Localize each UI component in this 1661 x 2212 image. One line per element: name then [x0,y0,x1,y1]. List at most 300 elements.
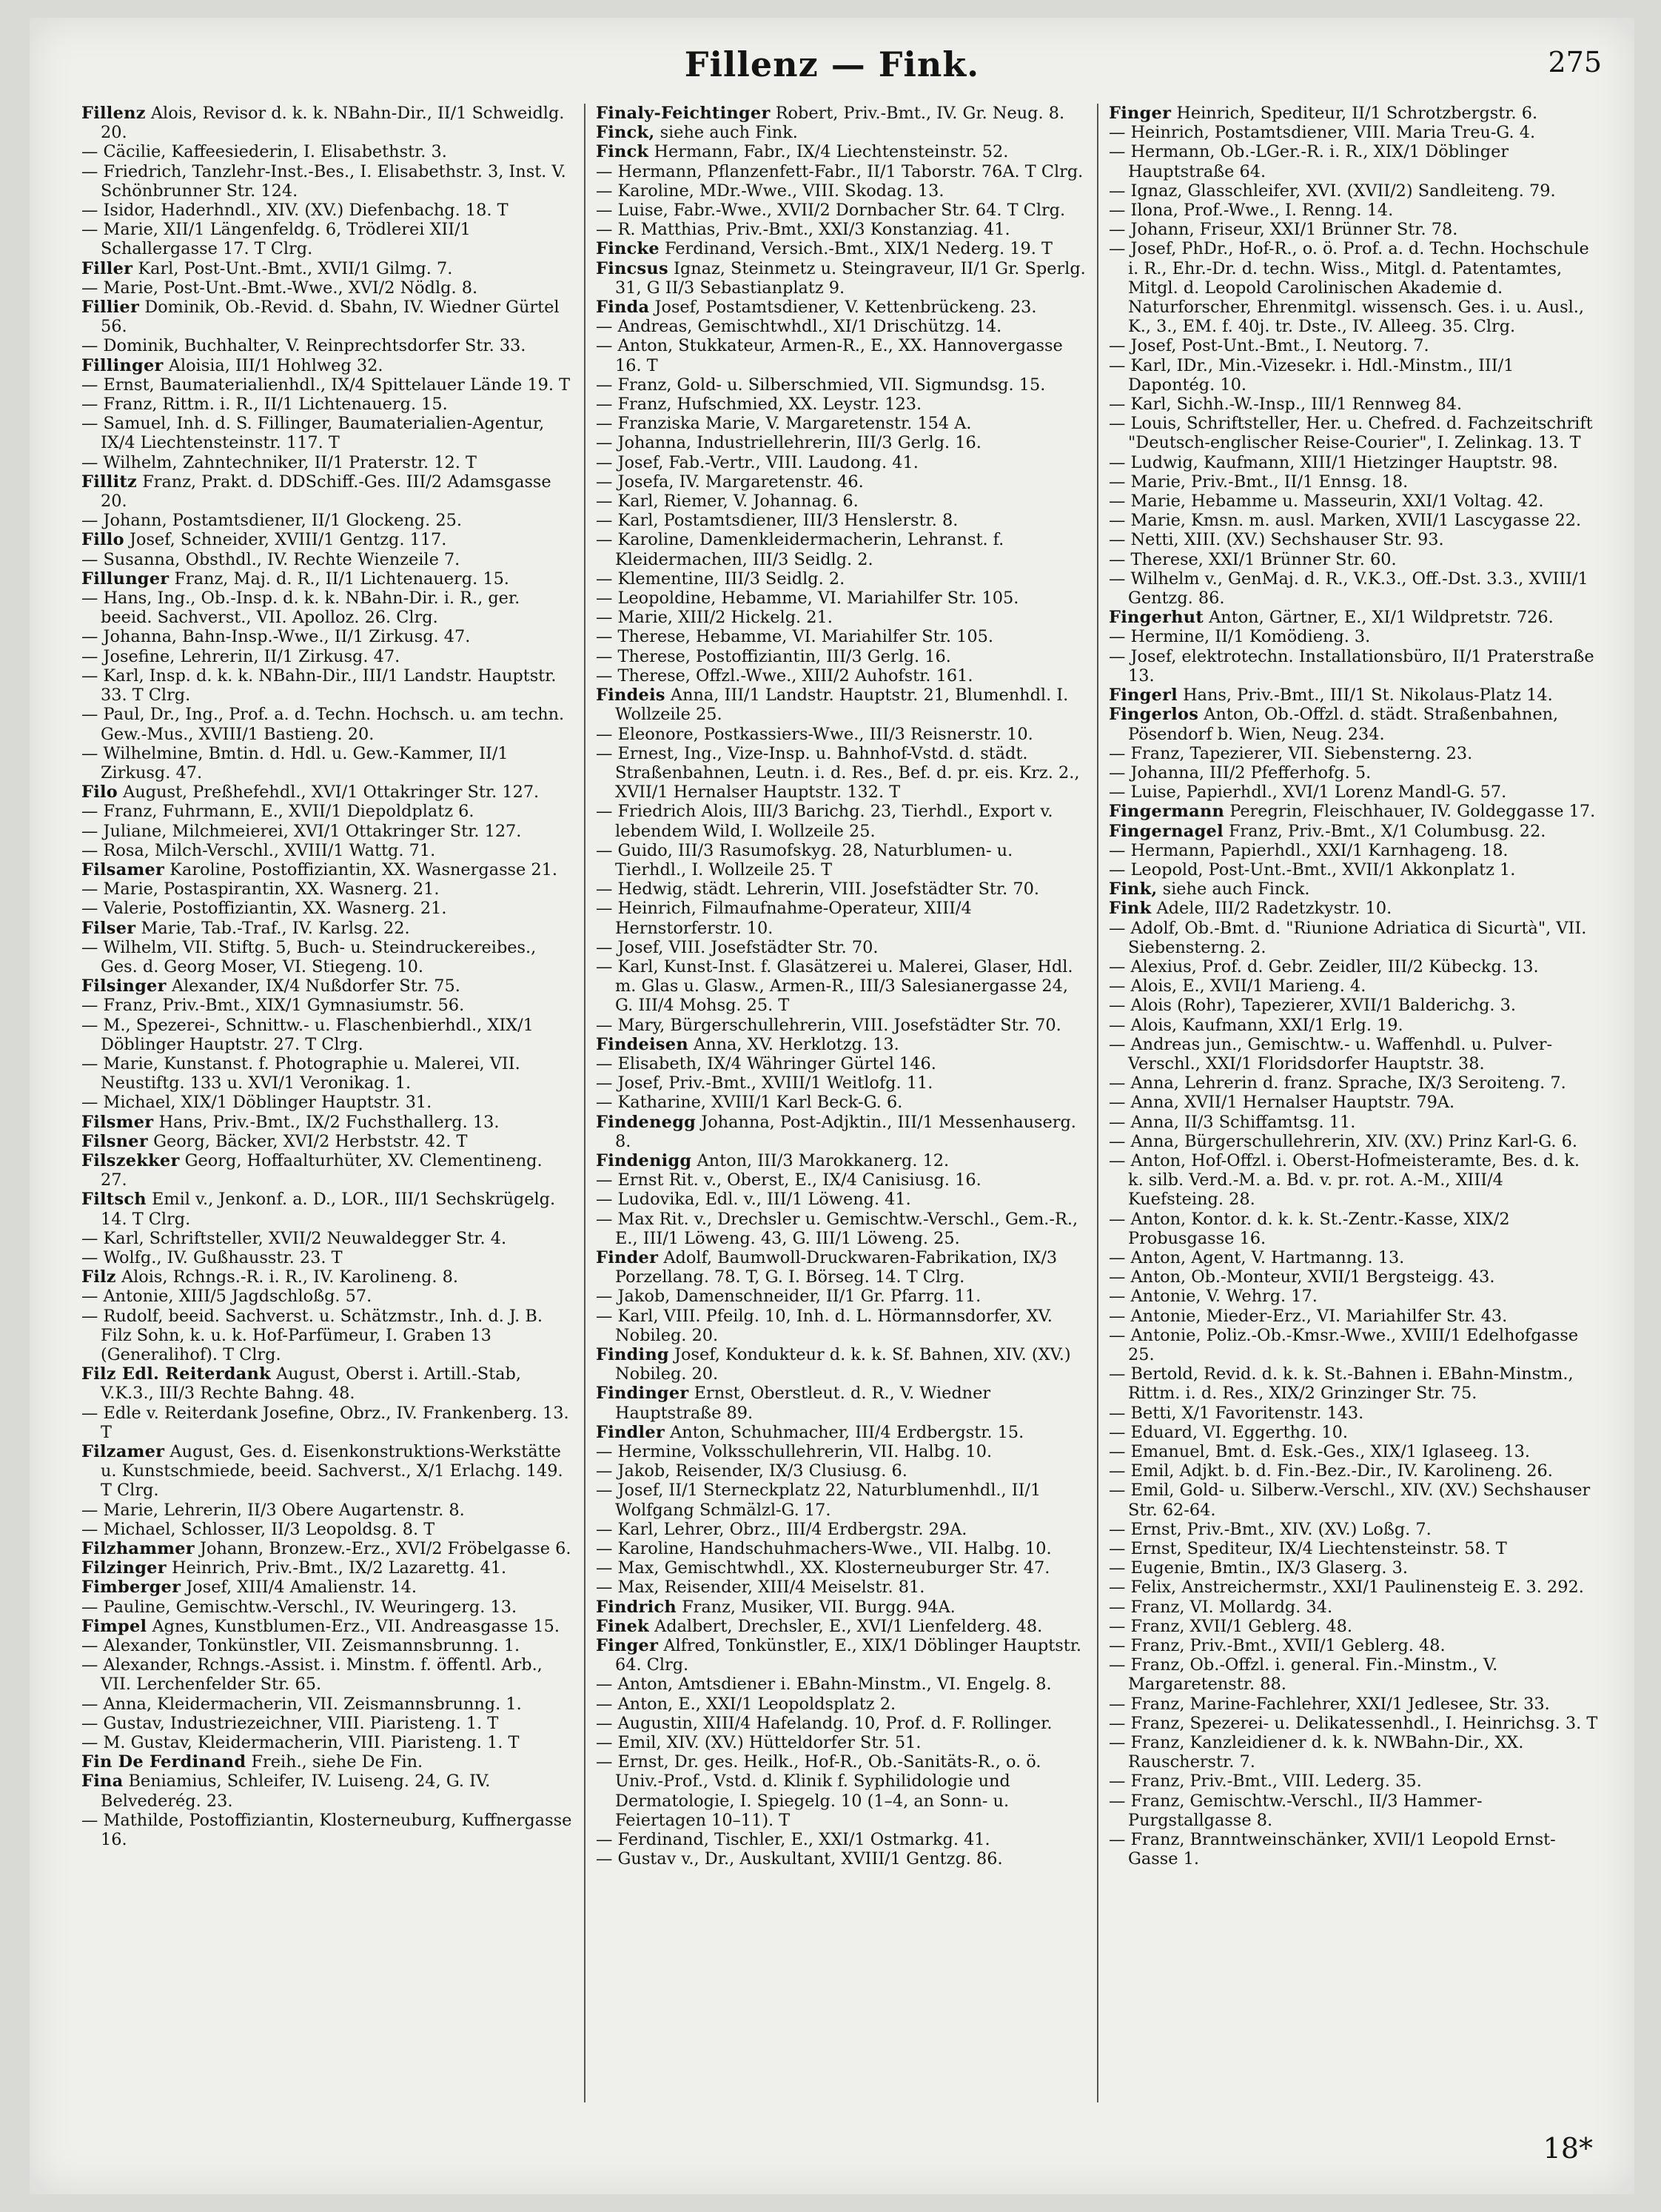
directory-entry [596,879,1087,899]
entry-surname: Finder [596,1247,659,1267]
directory-entry [81,201,574,220]
directory-entry [1109,976,1600,996]
entry-text: Josef, Kondukteur d. k. k. Sf. Bahnen, XIV. (XV.) Nobileg. 20. [615,1345,1071,1384]
directory-entry [81,1578,574,1597]
page-header [30,38,1634,90]
entry-text: Georg, Bäcker, XVI/2 Herbststr. 42. T [153,1131,468,1151]
entry-surname: Fillier [81,298,140,318]
entry-text: — Augustin, XIII/4 Hafelandg. 10, Prof. d. F. Rollinger. [596,1713,1053,1733]
directory-entry [81,1617,574,1636]
entry-surname: Finek [596,1616,649,1636]
running-head: Fillenz — Fink. [684,44,980,84]
directory-entry [81,453,574,472]
entry-text: — Josef, Priv.-Bmt., XVIII/1 Weitlofg. 11. [596,1073,933,1093]
entry-text: — Franz, Branntweinschänker, XVII/1 Leopold Ernst-Gasse 1. [1109,1830,1556,1869]
directory-entry [81,356,574,375]
entry-text: — Eduard, VI. Eggerthg. 10. [1109,1422,1349,1442]
directory-entry [1109,550,1600,569]
entry-text: Karoline, Postoffiziantin, XX. Wasnergasse 21. [170,859,558,879]
directory-entry [596,1578,1087,1597]
entry-surname: Filsmer [81,1112,154,1132]
entry-text: — Bertold, Revid. d. k. k. St.-Bahnen i. EBahn-Minstm., Rittm. i. d. Res., XIX/2 Grinzinger Str. 75. [1109,1364,1574,1404]
directory-entry [81,879,574,899]
entry-text: August, Ges. d. Eisenkonstruktions-Werkstätte u. Kunstschmiede, beeid. Sachverst., X/1 Erlachg. 149. T Clrg. [101,1442,563,1501]
entry-text: — Josef, elektrotechn. Installationsbüro, II/1 Praterstraße 13. [1109,646,1594,686]
directory-entry [596,375,1087,395]
entry-text: Hermann, Fabr., IX/4 Liechtensteinstr. 52. [654,142,1009,162]
directory-entry [596,1345,1087,1384]
entry-surname: Fimberger [81,1578,181,1598]
directory-entry [596,1093,1087,1112]
entry-text: — Marie, Post-Unt.-Bmt.-Wwe., XVI/2 Nödlg. 8. [81,278,478,298]
entry-text: — Franz, Gold- u. Silberschmied, VII. Sigmundsg. 15. [596,375,1046,395]
directory-entry [81,1267,574,1287]
directory-entry [1109,1578,1600,1597]
entry-surname: Fillinger [81,355,164,375]
entry-text: — Franz, Priv.-Bmt., XIX/1 Gymnasiumstr. 56. [81,996,465,1016]
entry-text: Karl, Post-Unt.-Bmt., XVII/1 Gilmg. 7. [138,258,453,278]
entry-text: — Samuel, Inh. d. S. Fillinger, Baumaterialien-Agentur, IX/4 Liechtensteinstr. 117. T [81,414,545,453]
directory-entry [1109,239,1600,336]
directory-entry [1109,1695,1600,1714]
entry-text: siehe auch Finck. [1162,879,1310,899]
entry-text: — Karl, VIII. Pfeilg. 10, Inh. d. L. Hörmannsdorfer, XV. Nobileg. 20. [596,1306,1053,1345]
entry-text: — Franziska Marie, V. Margaretenstr. 154 A. [596,414,972,434]
directory-entry [81,1714,574,1733]
directory-entry [81,899,574,918]
directory-entry [1109,608,1600,627]
directory-entry [81,550,574,569]
entry-surname: Filler [81,258,133,278]
entry-text: — Anton, Ob.-Monteur, XVII/1 Bergsteigg. 43. [1109,1267,1495,1287]
directory-entry [81,104,574,142]
entry-text: Anton, Schuhmacher, III/4 Erdbergstr. 15. [670,1422,1024,1442]
entry-text: — Ludwig, Kaufmann, XIII/1 Hietzinger Hauptstr. 98. [1109,452,1558,472]
directory-entry [81,1287,574,1306]
entry-text: — Hermine, Volksschullehrerin, VII. Halbg. 10. [596,1442,993,1462]
entry-text: — Hermann, Ob.-LGer.-R. i. R., XIX/1 Döblinger Hauptstraße 64. [1109,142,1509,181]
directory-entry [1109,181,1600,201]
entry-text: Heinrich, Spediteur, II/1 Schrotzbergstr. 6. [1176,104,1538,123]
entry-text: — Netti, XIII. (XV.) Sechshauser Str. 93. [1109,530,1444,550]
entry-surname: Fillo [81,530,124,550]
directory-entry [596,142,1087,161]
entry-text: Franz, Priv.-Bmt., X/1 Columbusg. 22. [1229,821,1546,841]
directory-entry [596,220,1087,239]
directory-entry [81,744,574,782]
entry-surname: Filtsch [81,1190,147,1210]
entry-text: — Wilhelm v., GenMaj. d. R., V.K.3., Off.-Dst. 3.3., XVIII/1 Gentzg. 86. [1109,569,1588,609]
directory-entry [1109,1772,1600,1791]
entry-text: — Wilhelm, VII. Stiftg. 5, Buch- u. Steindruckereibes., Ges. d. Georg Moser, VI. Stiegeng. 10. [81,937,537,976]
directory-entry [1109,395,1600,414]
directory-entry [596,201,1087,220]
entry-text: — Andreas jun., Gemischtw.- u. Waffenhdl. u. Pulver-Verschl., XXI/1 Floridsdorfer Hauptstr. 38. [1109,1034,1553,1073]
directory-entry [1109,919,1600,957]
entry-text: — Karl, Schriftsteller, XVII/2 Neuwaldegger Str. 4. [81,1228,507,1248]
directory-entry [81,1307,574,1365]
entry-text: Anton, III/3 Marokkanerg. 12. [697,1150,950,1170]
directory-entry [596,1752,1087,1830]
directory-entry [596,1617,1087,1636]
directory-entry [596,472,1087,492]
entry-text: Josef, XIII/4 Amalienstr. 14. [186,1578,417,1598]
directory-entry [1109,1461,1600,1481]
directory-entry [1109,1287,1600,1306]
directory-entry [596,957,1087,1016]
entry-text: — Wolfg., IV. Gußhausstr. 23. T [81,1247,343,1267]
entry-surname: Finaly-Feichtinger [596,104,771,123]
entry-text: Ernst, Oberstleut. d. R., V. Wiedner Hauptstraße 89. [615,1384,991,1423]
entry-text: — Ernst, Spediteur, IX/4 Liechtensteinstr. 58. T [1109,1539,1507,1559]
directory-entry [1109,647,1600,686]
directory-entry [596,239,1087,258]
directory-entry [596,298,1087,317]
entry-text: — Anna, Lehrerin d. franz. Sprache, IX/3 Seroiteng. 7. [1109,1073,1566,1093]
entry-text: Beniamius, Schleifer, IV. Luiseng. 24, G. IV. Belvederég. 23. [101,1772,491,1811]
entry-surname: Fillunger [81,569,170,589]
directory-entry [1109,1481,1600,1519]
directory-entry [596,162,1087,181]
entry-text: Ignaz, Steinmetz u. Steingraveur, II/1 Gr. Sperlg. 31, G II/3 Sebastianplatz 9. [615,258,1086,298]
directory-entry [1109,1655,1600,1694]
directory-entry [596,744,1087,802]
directory-entry [1109,1035,1600,1073]
directory-entry [1109,142,1600,181]
entry-text: — Jakob, Reisender, IX/3 Clusiusg. 6. [596,1461,907,1481]
entry-text: — Karl, Kunst-Inst. f. Glasätzerei u. Malerei, Glaser, Hdl. m. Glas u. Glasw., Armen-R., III/3 Salesianergasse 24, G. III/4 Mohsg. 25. T [596,956,1073,1016]
directory-entry [81,1404,574,1442]
entry-text: — Louis, Schriftsteller, Her. u. Chefred. d. Fachzeitschrift "Deutsch-englischer Reise-Courier", I. Zelinkag. 13. T [1109,414,1593,453]
directory-entry [1109,1404,1600,1423]
directory-entry [596,627,1087,646]
directory-entry [596,453,1087,472]
entry-text: Anna, III/1 Landstr. Hauptstr. 21, Blumenhdl. I. Wollzeile 25. [615,686,1069,725]
entry-text: — Heinrich, Filmaufnahme-Operateur, XIII/4 Hernstorferstr. 10. [596,899,972,938]
directory-entry [1109,1132,1600,1151]
entry-text: Emil v., Jenkonf. a. D., LOR., III/1 Sechskrügelg. 14. T Clrg. [101,1190,556,1229]
directory-entry [1109,1151,1600,1210]
directory-entry [596,1073,1087,1093]
directory-entry [81,569,574,589]
entry-text: — Mary, Bürgerschullehrerin, VIII. Josefstädter Str. 70. [596,1015,1061,1035]
entry-text: — Ferdinand, Tischler, E., XXI/1 Ostmarkg. 41. [596,1830,990,1850]
printer-signature: 18* [1543,2132,1593,2165]
entry-text: — Josefa, IV. Margaretenstr. 46. [596,472,864,492]
entry-text: — Leopoldine, Hebamme, VI. Mariahilfer Str. 105. [596,589,1019,609]
entry-text: — Anton, Kontor. d. k. k. St.-Zentr.-Kasse, XIX/2 Probusgasse 16. [1109,1209,1510,1248]
entry-text: — M., Spezerei-, Schnittw.- u. Flaschenbierhdl., XIX/1 Döblinger Hauptstr. 27. T Clrg. [81,1015,534,1054]
entry-text: Robert, Priv.-Bmt., IV. Gr. Neug. 8. [775,104,1065,123]
directory-entry [596,1481,1087,1519]
directory-entry [81,860,574,879]
entry-text: — Alois, E., XVII/1 Marieng. 4. [1109,976,1366,996]
entry-text: — Ernst, Dr. ges. Heilk., Hof-R., Ob.-Sanitäts-R., o. ö. Univ.-Prof., Vstd. d. Klinik f. Syphilidologie und Dermatologie, I. Spiegelg. 10 (1–4, an Sonn- u. Feiertagen 10–11). T [596,1752,1041,1830]
entry-text: — Alois (Rohr), Tapezierer, XVII/1 Balderichg. 3. [1109,996,1517,1016]
entry-text: — Franz, XVII/1 Geblerg. 48. [1109,1616,1353,1636]
entry-text: — R. Matthias, Priv.-Bmt., XXI/3 Konstanziag. 41. [596,220,1010,240]
entry-text: — Hans, Ing., Ob.-Insp. d. k. k. NBahn-Dir. i. R., ger. beeid. Sachverst., VII. Apolloz. 26. Clrg. [81,589,520,628]
directory-entry [1109,1073,1600,1093]
directory-entry [596,1830,1087,1849]
entry-text: Georg, Hoffaalturhüter, XV. Clementineng. 27. [101,1150,543,1190]
entry-text: — Max, Gemischtwhdl., XX. Klosterneuburger Str. 47. [596,1558,1050,1578]
entry-text: — Therese, Postoffiziantin, III/3 Gerlg. 16. [596,646,951,666]
directory-entry [596,1170,1087,1190]
entry-text: — Hermann, Papierhdl., XXI/1 Karnhageng. 18. [1109,840,1509,860]
entry-text: — Luise, Papierhdl., XVI/1 Lorenz Mandl-G. 57. [1109,782,1507,802]
directory-entry [81,259,574,278]
entry-text: — Anton, Amtsdiener i. EBahn-Minstm., VI. Engelg. 8. [596,1675,1052,1695]
directory-entry [81,705,574,743]
directory-entry [1109,1113,1600,1132]
directory-entry [81,1190,574,1228]
entry-surname: Finda [596,298,650,318]
entry-text: — Franz, Tapezierer, VII. Siebensterng. 23. [1109,743,1473,763]
entry-text: — Ernst, Baumaterialienhdl., IX/4 Spittelauer Lände 19. T [81,375,570,395]
entry-surname: Fillitz [81,472,138,492]
directory-entry [81,375,574,395]
entry-text: — Karl, Lehrer, Obrz., III/4 Erdbergstr. 29A. [596,1519,967,1539]
entry-text: — Valerie, Postoffiziantin, XX. Wasnerg. 21. [81,899,447,919]
entry-text: — Karl, Insp. d. k. k. NBahn-Dir., III/1 Landstr. Hauptstr. 33. T Clrg. [81,666,557,706]
directory-entry [596,1307,1087,1345]
directory-entry [596,123,1087,142]
entry-text: — Karoline, Damenkleidermacherin, Lehranst. f. Kleidermachen, III/3 Seidlg. 2. [596,530,1004,569]
entry-text: — Max, Reisender, XIII/4 Meiselstr. 81. [596,1578,925,1598]
entry-text: — Ludovika, Edl. v., III/1 Löweng. 41. [596,1190,911,1210]
directory-entry [596,1287,1087,1306]
entry-text: Heinrich, Priv.-Bmt., IX/2 Lazarettg. 41. [171,1558,507,1578]
directory-entry [1109,1210,1600,1248]
directory-entry [596,938,1087,957]
directory-entry [81,1695,574,1714]
directory-entry [596,841,1087,879]
entry-surname: Fink [1109,899,1152,919]
directory-entry [1109,453,1600,472]
directory-entry [1109,1714,1600,1733]
entry-text: — Guido, III/3 Rasumofskyg. 28, Naturblumen- u. Tierhdl., I. Wollzeile 25. T [596,840,1013,879]
entry-text: August, Oberst i. Artill.-Stab, V.K.3., III/3 Rechte Bahng. 48. [101,1364,521,1404]
entry-text: — Antonie, Mieder-Erz., VI. Mariahilfer Str. 43. [1109,1306,1508,1326]
entry-text: — Andreas, Gemischtwhdl., XI/1 Drischützg. 14. [596,317,1002,337]
entry-text: — Isidor, Haderhndl., XIV. (XV.) Diefenbachg. 18. T [81,201,509,221]
directory-entry [1109,686,1600,705]
entry-text: — Franz, Marine-Fachlehrer, XXI/1 Jedlesee, Str. 33. [1109,1694,1550,1714]
entry-surname: Findenigg [596,1150,692,1170]
entry-surname: Fina [81,1772,124,1792]
entry-text: Freih., siehe De Fin. [251,1752,423,1772]
directory-entry [596,589,1087,608]
entry-surname: Finck, [596,123,655,143]
entry-text: Peregrin, Fleischhauer, IV. Goldeggasse 17. [1229,802,1596,822]
entry-text: — Antonie, V. Wehrg. 17. [1109,1287,1318,1307]
directory-entry [81,647,574,666]
entry-text: — Anton, E., XXI/1 Leopoldsplatz 2. [596,1694,896,1714]
directory-entry [81,220,574,258]
directory-entry [596,1016,1087,1035]
column-middle [584,104,1097,2102]
entry-text: — Johann, Friseur, XXI/1 Brünner Str. 78. [1109,220,1458,240]
entry-text: — Josef, Post-Unt.-Bmt., I. Neutorg. 7. [1109,336,1429,356]
entry-surname: Fingernagel [1109,821,1224,841]
entry-text: Josef, Schneider, XVIII/1 Gentzg. 117. [129,530,447,550]
entry-text: — Katharine, XVIII/1 Karl Beck-G. 6. [596,1093,903,1113]
directory-entry [1109,1016,1600,1035]
directory-entry [1109,1326,1600,1364]
entry-text: Anton, Ob.-Offzl. d. städt. Straßenbahnen, Pösendorf b. Wien, Neug. 234. [1128,705,1559,744]
entry-surname: Fink, [1109,879,1158,899]
directory-entry [81,1772,574,1810]
directory-entry [596,1598,1087,1617]
entry-surname: Filszekker [81,1150,180,1170]
directory-entry [1109,705,1600,743]
directory-entry [596,899,1087,937]
entry-surname: Filsner [81,1131,148,1151]
directory-entry [1109,414,1600,452]
directory-entry [81,666,574,705]
entry-text: — Anna, XVII/1 Hernalser Hauptstr. 79A. [1109,1093,1455,1113]
directory-entry [596,1849,1087,1869]
entry-text: — Paul, Dr., Ing., Prof. a. d. Techn. Hochsch. u. am techn. Gew.-Mus., XVIII/1 Bastieng. 20. [81,705,565,744]
directory-entry [81,511,574,530]
directory-entry [1109,782,1600,802]
directory-entry [1109,220,1600,239]
directory-entry [1109,201,1600,220]
directory-entry [81,414,574,452]
entry-surname: Fingerlos [1109,705,1199,725]
directory-entry [81,976,574,996]
entry-text: — Karl, IDr., Min.-Vizesekr. i. Hdl.-Minstm., III/1 Dapontég. 10. [1109,355,1514,395]
entry-text: — Emanuel, Bmt. d. Esk.-Ges., XIX/1 Iglaseeg. 13. [1109,1442,1530,1462]
entry-text: — Gustav, Industriezeichner, VIII. Piaristeng. 1. T [81,1713,499,1733]
directory-entry [596,666,1087,686]
directory-columns [71,104,1611,2102]
entry-text: — Juliane, Milchmeierei, XVI/1 Ottakringer Str. 127. [81,821,522,841]
entry-text: — Antonie, XIII/5 Jagdschloßg. 57. [81,1287,372,1307]
entry-surname: Findeis [596,686,665,706]
entry-text: — Ernst Rit. v., Oberst, E., IX/4 Canisiusg. 16. [596,1170,982,1190]
directory-entry [81,589,574,627]
entry-surname: Finck [596,142,649,162]
entry-text: Alois, Rchngs.-R. i. R., IV. Karolineng. 8. [121,1267,459,1287]
entry-text: — Franz, Priv.-Bmt., VIII. Lederg. 35. [1109,1772,1422,1792]
entry-text: — Anton, Agent, V. Hartmanng. 13. [1109,1247,1405,1267]
entry-text: Adalbert, Drechsler, E., XVI/1 Lienfelderg. 48. [654,1616,1043,1636]
directory-entry [81,530,574,549]
directory-entry [1109,744,1600,763]
entry-text: — Ernst, Priv.-Bmt., XIV. (XV.) Loßg. 7. [1109,1519,1432,1539]
directory-entry [1109,1248,1600,1267]
directory-entry [81,996,574,1015]
directory-entry [1109,1539,1600,1558]
directory-entry [1109,356,1600,395]
entry-text: Johanna, Post-Adjktin., III/1 Messenhauserg. 8. [615,1112,1076,1151]
directory-entry [596,1695,1087,1714]
entry-text: — Hedwig, städt. Lehrerin, VIII. Josefstädter Str. 70. [596,879,1040,899]
directory-entry [596,1558,1087,1578]
entry-surname: Findrich [596,1597,677,1617]
entry-text: — Karl, Riemer, V. Johannag. 6. [596,492,859,512]
entry-surname: Filzamer [81,1442,165,1462]
directory-entry [1109,879,1600,899]
entry-text: — Edle v. Reiterdank Josefine, Obrz., IV. Frankenberg. 13. T [81,1403,569,1442]
entry-text: — Anton, Hof-Offzl. i. Oberst-Hofmeisteramte, Bes. d. k. k. silb. Verd.-M. a. Bd. v. pr. rot. A.-M., XIII/4 Kuefsteing. 28. [1109,1150,1580,1210]
entry-surname: Fimpel [81,1616,147,1636]
directory-entry [81,938,574,976]
entry-text: — Marie, Hebamme u. Masseurin, XXI/1 Voltag. 42. [1109,492,1544,512]
entry-surname: Findeisen [596,1034,688,1054]
directory-entry [81,1520,574,1539]
directory-entry [1109,1792,1600,1830]
entry-text: Ferdinand, Versich.-Bmt., XIX/1 Nederg. 19. T [665,239,1053,259]
entry-text: — Emil, XIV. (XV.) Hütteldorfer Str. 51. [596,1733,922,1753]
directory-entry [81,298,574,336]
entry-text: — Cäcilie, Kaffeesiederin, I. Elisabethstr. 3. [81,142,447,162]
entry-surname: Fincke [596,239,660,259]
directory-entry [596,1539,1087,1558]
entry-text: — Emil, Gold- u. Silberw.-Verschl., XIV. (XV.) Sechshauser Str. 62-64. [1109,1481,1591,1520]
entry-text: Anton, Gärtner, E., XI/1 Wildpretstr. 726. [1209,608,1554,628]
entry-surname: Finding [596,1345,669,1364]
directory-entry [81,1558,574,1578]
entry-surname: Filsinger [81,976,167,996]
directory-entry [81,1501,574,1520]
entry-text: — Ernest, Ing., Vize-Insp. u. Bahnhof-Vstd. d. städt. Straßenbahnen, Leutn. i. d. Res., Bef. d. pr. eis. Krz. 2., XVII/1 Hernalser Hauptstr. 132. T [596,743,1080,802]
entry-text: Adolf, Baumwoll-Druckwaren-Fabrikation, IX/3 Porzellang. 78. T, G. I. Börseg. 14. T Clrg. [615,1247,1058,1287]
entry-surname: Filzinger [81,1558,167,1578]
entry-text: — M. Gustav, Kleidermacherin, VIII. Piaristeng. 1. T [81,1733,520,1753]
directory-entry [596,1113,1087,1151]
directory-entry [596,802,1087,840]
entry-text: — Franz, Gemischtw.-Verschl., II/3 Hammer-Purgstallgasse 8. [1109,1791,1483,1830]
entry-surname: Finger [1109,104,1172,123]
entry-surname: Fingerl [1109,686,1178,706]
entry-text: — Betti, X/1 Favoritenstr. 143. [1109,1403,1364,1423]
entry-surname: Fin De Ferdinand [81,1752,246,1772]
directory-entry [1109,996,1600,1015]
entry-text: Franz, Musiker, VII. Burgg. 94A. [682,1597,956,1617]
directory-entry [81,1113,574,1132]
entry-surname: Filser [81,918,136,938]
directory-entry [596,492,1087,511]
directory-entry [596,608,1087,627]
column-left [71,104,584,2102]
entry-text: — Alexius, Prof. d. Gebr. Zeidler, III/2 Kübeckg. 13. [1109,956,1539,976]
entry-text: August, Preßhefehdl., XVI/1 Ottakringer Str. 127. [123,782,540,802]
entry-text: — Mathilde, Postoffiziantin, Klosterneuburg, Kuffnergasse 16. [81,1810,572,1850]
entry-text: — Anna, Kleidermacherin, VII. Zeismannsbrunng. 1. [81,1694,522,1714]
directory-entry [596,725,1087,744]
directory-entry [1109,822,1600,841]
entry-text: — Alexander, Tonkünstler, VII. Zeismannsbrunng. 1. [81,1636,520,1656]
entry-surname: Fingerhut [1109,608,1204,628]
entry-text: — Josefine, Lehrerin, II/1 Zirkusg. 47. [81,646,400,666]
directory-entry [596,259,1087,298]
directory-entry [1109,802,1600,821]
directory-entry [1109,104,1600,123]
entry-text: — Jakob, Damenschneider, II/1 Gr. Pfarrg. 11. [596,1287,982,1307]
column-right [1097,104,1610,2102]
entry-text: — Anton, Stukkateur, Armen-R., E., XX. Hannovergasse 16. T [596,336,1063,375]
page-number: 275 [1548,46,1602,78]
entry-surname: Fincsus [596,258,668,278]
directory-entry [596,181,1087,201]
directory-entry [1109,1423,1600,1442]
entry-text: — Felix, Anstreichermstr., XXI/1 Paulinensteig E. 3. 292. [1109,1578,1584,1598]
entry-text: — Eugenie, Bmtin., IX/3 Glaserg. 3. [1109,1558,1409,1578]
entry-text: — Marie, XIII/2 Hickelg. 21. [596,608,833,628]
